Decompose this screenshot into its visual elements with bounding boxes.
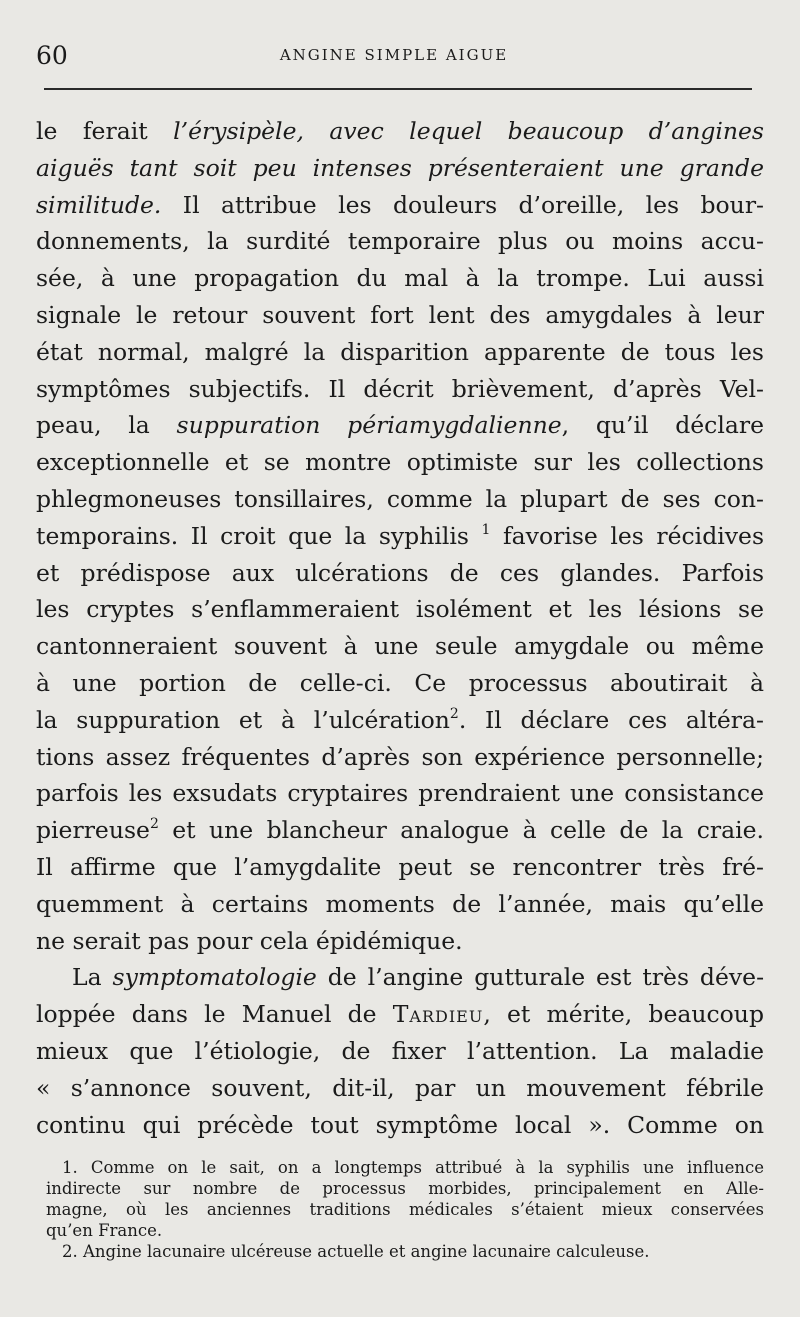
text-line: cantonneraient souvent à une seule amygdale ou même xyxy=(36,632,764,661)
text-line: loppée dans le Manuel de Tardieu, et mérite, beaucoup xyxy=(36,1000,764,1029)
text-line: pierreuse$^2$ et une blancheur analogue à celle de la craie. xyxy=(36,816,764,845)
text-line: les cryptes s’enflammeraient isolément et les lésions se xyxy=(36,595,764,624)
text-line: Il affirme que l’amygdalite peut se rencontrer très fré- xyxy=(36,852,764,881)
text-line: continu qui précède tout symptôme local ». Comme on xyxy=(36,1110,764,1139)
footnote-line: qu’en France. xyxy=(46,1221,163,1240)
footnote-line: indirecte sur nombre de processus morbides, principalement en Alle- xyxy=(46,1179,764,1198)
text-line: la suppuration et à l’ulcération$^2$. Il déclare ces altéra- xyxy=(36,705,764,734)
page-number: 60 xyxy=(36,41,68,70)
text-line: aiguës tant soit peu intenses présenteraient une grande xyxy=(36,153,764,182)
text-line: similitude. Il attribue les douleurs d’oreille, les bour- xyxy=(36,190,764,219)
text-line: phlegmoneuses tonsillaires, comme la plupart de ses con- xyxy=(36,484,764,513)
text-line: le ferait l’érysipèle, avec lequel beaucoup d’angines xyxy=(36,117,764,145)
running-title: ANGINE SIMPLE AIGUE xyxy=(279,46,509,64)
text-line: à une portion de celle-ci. Ce processus aboutirait à xyxy=(36,668,764,697)
author-name: Tardieu xyxy=(392,1000,484,1029)
text-line: tions assez fréquentes d’après son expérience personnelle; xyxy=(36,742,764,771)
footnote-ref-2: 2 xyxy=(449,705,459,722)
body-text xyxy=(36,113,764,1143)
text-line: temporains. Il croit que la syphilis $^1$ favorise les récidives xyxy=(36,521,764,550)
text-line: peau, la suppuration périamygdalienne, qu’il déclare xyxy=(36,411,764,440)
text-line: parfois les exsudats cryptaires prendraient une consistance xyxy=(36,779,764,808)
text-line: donnements, la surdité temporaire plus ou moins accu- xyxy=(36,227,764,256)
text-line: et prédispose aux ulcérations de ces glandes. Parfois xyxy=(36,558,764,587)
text-line: sée, à une propagation du mal à la trompe. Lui aussi xyxy=(36,264,764,293)
page-header xyxy=(36,40,752,80)
text-line: « s’annonce souvent, dit-il, par un mouvement fébrile xyxy=(36,1073,764,1102)
text-line: état normal, malgré la disparition apparente de tous les xyxy=(36,337,764,366)
text-line: La symptomatologie de l’angine gutturale est très déve- xyxy=(72,963,765,992)
footnotes xyxy=(46,1157,764,1262)
header-rule xyxy=(44,88,752,90)
footnote-1: 1. Comme on le sait, on a longtemps attribué à la syphilis une influence xyxy=(62,1158,764,1177)
footnote-line: magne, où les anciennes traditions médicales s’étaient mieux conservées xyxy=(46,1200,764,1219)
footnote-ref-1: 1 xyxy=(481,521,491,538)
text-line: quemment à certains moments de l’année, mais qu’elle xyxy=(36,889,764,918)
text-line: exceptionnelle et se montre optimiste sur les collections xyxy=(36,448,764,477)
text-line: signale le retour souvent fort lent des amygdales à leur xyxy=(36,300,764,329)
text-line: symptômes subjectifs. Il décrit brièvement, d’après Vel- xyxy=(36,374,764,403)
text-line: mieux que l’étiologie, de fixer l’attention. La maladie xyxy=(36,1036,764,1065)
text-line: ne serait pas pour cela épidémique. xyxy=(36,926,463,955)
footnote-ref-2: 2 xyxy=(149,816,159,833)
footnote-2: 2. Angine lacunaire ulcéreuse actuelle et angine lacunaire calculeuse. xyxy=(62,1242,650,1261)
